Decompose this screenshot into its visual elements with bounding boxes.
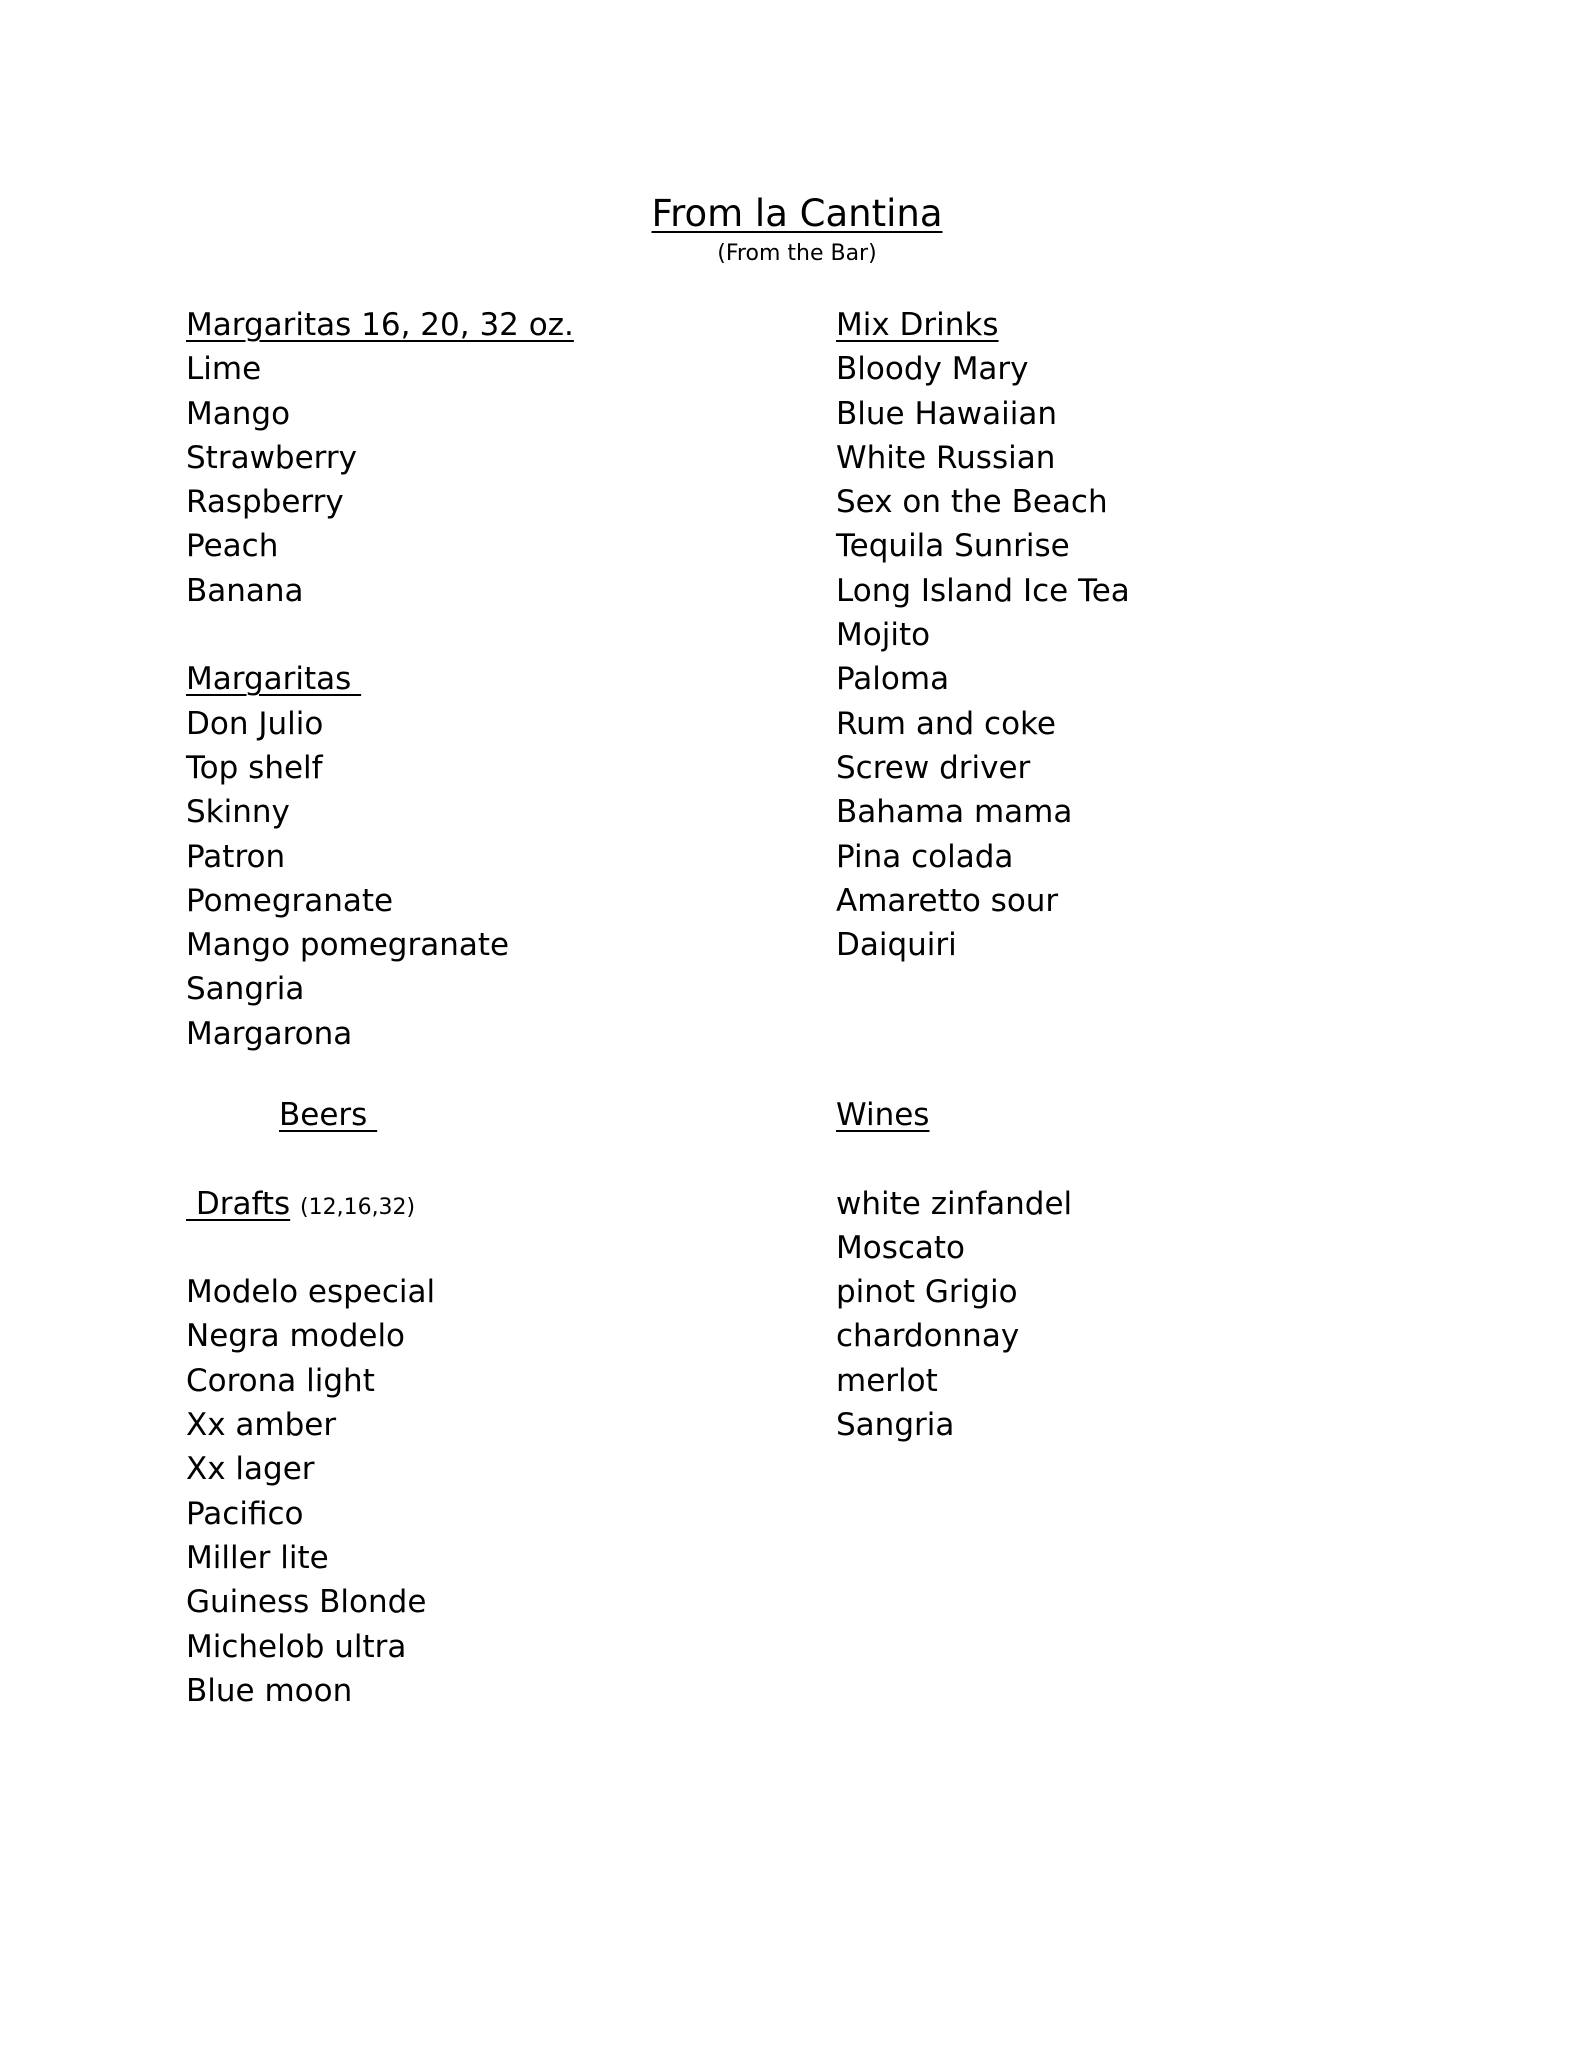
menu-item: Banana — [186, 572, 304, 609]
menu-item: chardonnay — [836, 1318, 1020, 1355]
menu-item: Sex on the Beach — [836, 484, 1108, 521]
menu-item: Corona light — [186, 1362, 375, 1399]
beers-heading: Beers — [279, 1097, 378, 1133]
menu-item: Sangria — [186, 971, 305, 1008]
drafts-sizes: (12,16,32) — [300, 1194, 416, 1220]
menu-item: Modelo especial — [186, 1274, 436, 1311]
menu-item: Bloody Mary — [836, 351, 1029, 388]
menu-item: Mango — [186, 395, 291, 432]
menu-item: Blue moon — [186, 1672, 353, 1709]
page-subtitle-text: (From the Bar) — [717, 241, 877, 266]
mix-drinks-heading: Mix Drinks — [836, 307, 999, 343]
margaritas-heading: Margaritas — [186, 661, 362, 698]
menu-item: Strawberry — [186, 439, 357, 476]
mix-drinks-column — [836, 303, 1130, 967]
menu-item: Sangria — [836, 1407, 955, 1444]
menu-item: Raspberry — [186, 484, 344, 521]
menu-item: Paloma — [836, 661, 950, 698]
menu-item: Pina colada — [836, 838, 1014, 875]
menu-item: Moscato — [836, 1229, 966, 1266]
menu-item: Don Julio — [186, 705, 324, 742]
margaritas-sizes-heading: Margaritas 16, 20, 32 oz. — [186, 307, 574, 343]
page-title — [0, 188, 1582, 240]
menu-item: Miller lite — [186, 1539, 329, 1576]
menu-item: Mango pomegranate — [186, 927, 510, 964]
menu-item: Michelob ultra — [186, 1628, 407, 1665]
menu-item: Blue Hawaiian — [836, 395, 1057, 432]
menu-item: Screw driver — [836, 749, 1031, 786]
menu-item: Pomegranate — [186, 882, 394, 919]
menu-item: Top shelf — [186, 749, 323, 786]
menu-item: White Russian — [836, 439, 1056, 476]
menu-item: merlot — [836, 1362, 938, 1399]
page-subtitle — [0, 239, 1582, 269]
wines-column — [836, 1093, 1072, 1447]
menu-item: Daiquiri — [836, 927, 957, 964]
menu-item: Lime — [186, 351, 262, 388]
menu-item: Pacifico — [186, 1495, 304, 1532]
wines-heading: Wines — [836, 1097, 930, 1133]
beers-column — [186, 1093, 435, 1713]
menu-item: Amaretto sour — [836, 882, 1059, 919]
menu-item: Patron — [186, 838, 286, 875]
menu-item: Bahama mama — [836, 794, 1073, 831]
menu-item: Xx lager — [186, 1451, 315, 1488]
menu-item: pinot Grigio — [836, 1274, 1018, 1311]
menu-item: Margarona — [186, 1015, 353, 1052]
menu-item: Xx amber — [186, 1407, 337, 1444]
menu-item: Rum and coke — [836, 705, 1056, 742]
menu-item: Negra modelo — [186, 1318, 406, 1355]
drafts-heading: Drafts — [186, 1185, 291, 1222]
menu-item: Long Island Ice Tea — [836, 572, 1130, 609]
menu-item: Skinny — [186, 794, 290, 831]
page-title-text: From la Cantina — [651, 192, 943, 235]
menu-item: Guiness Blonde — [186, 1584, 427, 1621]
menu-item: white zinfandel — [836, 1185, 1073, 1222]
menu-item: Mojito — [836, 617, 931, 654]
menu-item: Tequila Sunrise — [836, 528, 1070, 565]
margaritas-column — [186, 303, 574, 1056]
menu-item: Peach — [186, 528, 279, 565]
